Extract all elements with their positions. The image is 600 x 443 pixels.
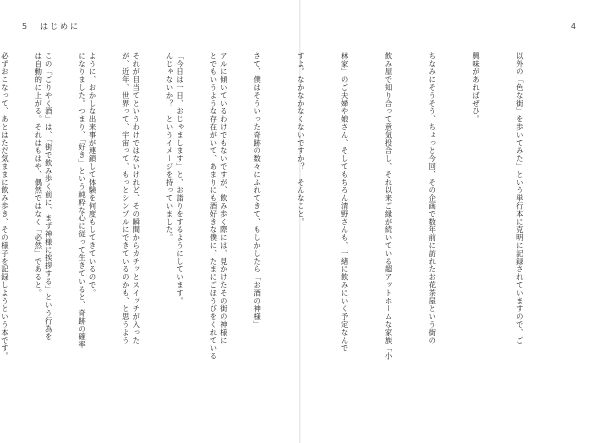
body-line: とでもいうような存在がいて、あまりにも酒好きな僕に、たまにごほうびをくれている xyxy=(209,52,219,361)
body-line: 必ずおこなって、あとはただ気ままに飲み歩き、その様子を記録しようという本です。 xyxy=(0,52,10,361)
body-line: 林家」のご夫婦や娘さん、そしてもちろん清野さんも、一緒に飲みにいく予定なんで xyxy=(340,52,350,353)
body-line: んじゃないか？ というイメージを持っていました。 xyxy=(165,52,175,242)
body-line: アルに傾いているわけでもないですが、飲み歩く際には、見かけたその街の神様に xyxy=(219,52,229,345)
body-line: は自動的に上がる。それはもはや、偶然ではなく「必然」であると。 xyxy=(34,52,44,297)
left-page-number: 5 xyxy=(22,22,28,31)
body-line: さて、僕はそういった奇跡の数々にふれてきて、もしかしたら「お酒の神様」 xyxy=(253,52,263,329)
body-line: 「今日は一日、おじゃまします」と、お詣りをするようにしています。 xyxy=(176,52,186,305)
left-page-body xyxy=(0,52,260,392)
body-line: になりました。つまり、「好き」という純粋な心に従って生きていると、奇跡の確率 xyxy=(78,52,87,349)
body-line: この「ごりやく酒」は、「街で飲み歩く前に、まず神様に挨拶する」という行為を xyxy=(44,52,54,341)
body-line: それが目当てというわけではないけれど、その瞬間からカチッとスイッチが入った xyxy=(132,52,142,345)
right-page-number: 4 xyxy=(570,22,576,31)
body-line: 以外の「色な街」を歩いてみた」という単行本に克明に記録されていますので、ご xyxy=(515,52,525,345)
body-line: すよ。なかなかなくないですか？ そんなこと。 xyxy=(296,52,306,226)
running-head: はじめに xyxy=(40,22,80,31)
body-line: が、近年、世界って、宇宙って、もっとシンプルにできているのかも、と思うよう xyxy=(121,52,131,345)
body-line: ちなみにそうそう、ちょっと今回、その企画で数年前に訪れたお花茶屋という街の xyxy=(428,52,438,345)
body-line: 飲み屋で知り合って意気投合し、それ以来ご縁が続いている超アットホームな家族「小 xyxy=(384,52,394,361)
body-line: ように、おかしな出来事が連鎖して体験を何度もしてきているので。 xyxy=(88,52,98,297)
body-line: 興味があればぜひ。 xyxy=(472,52,482,124)
